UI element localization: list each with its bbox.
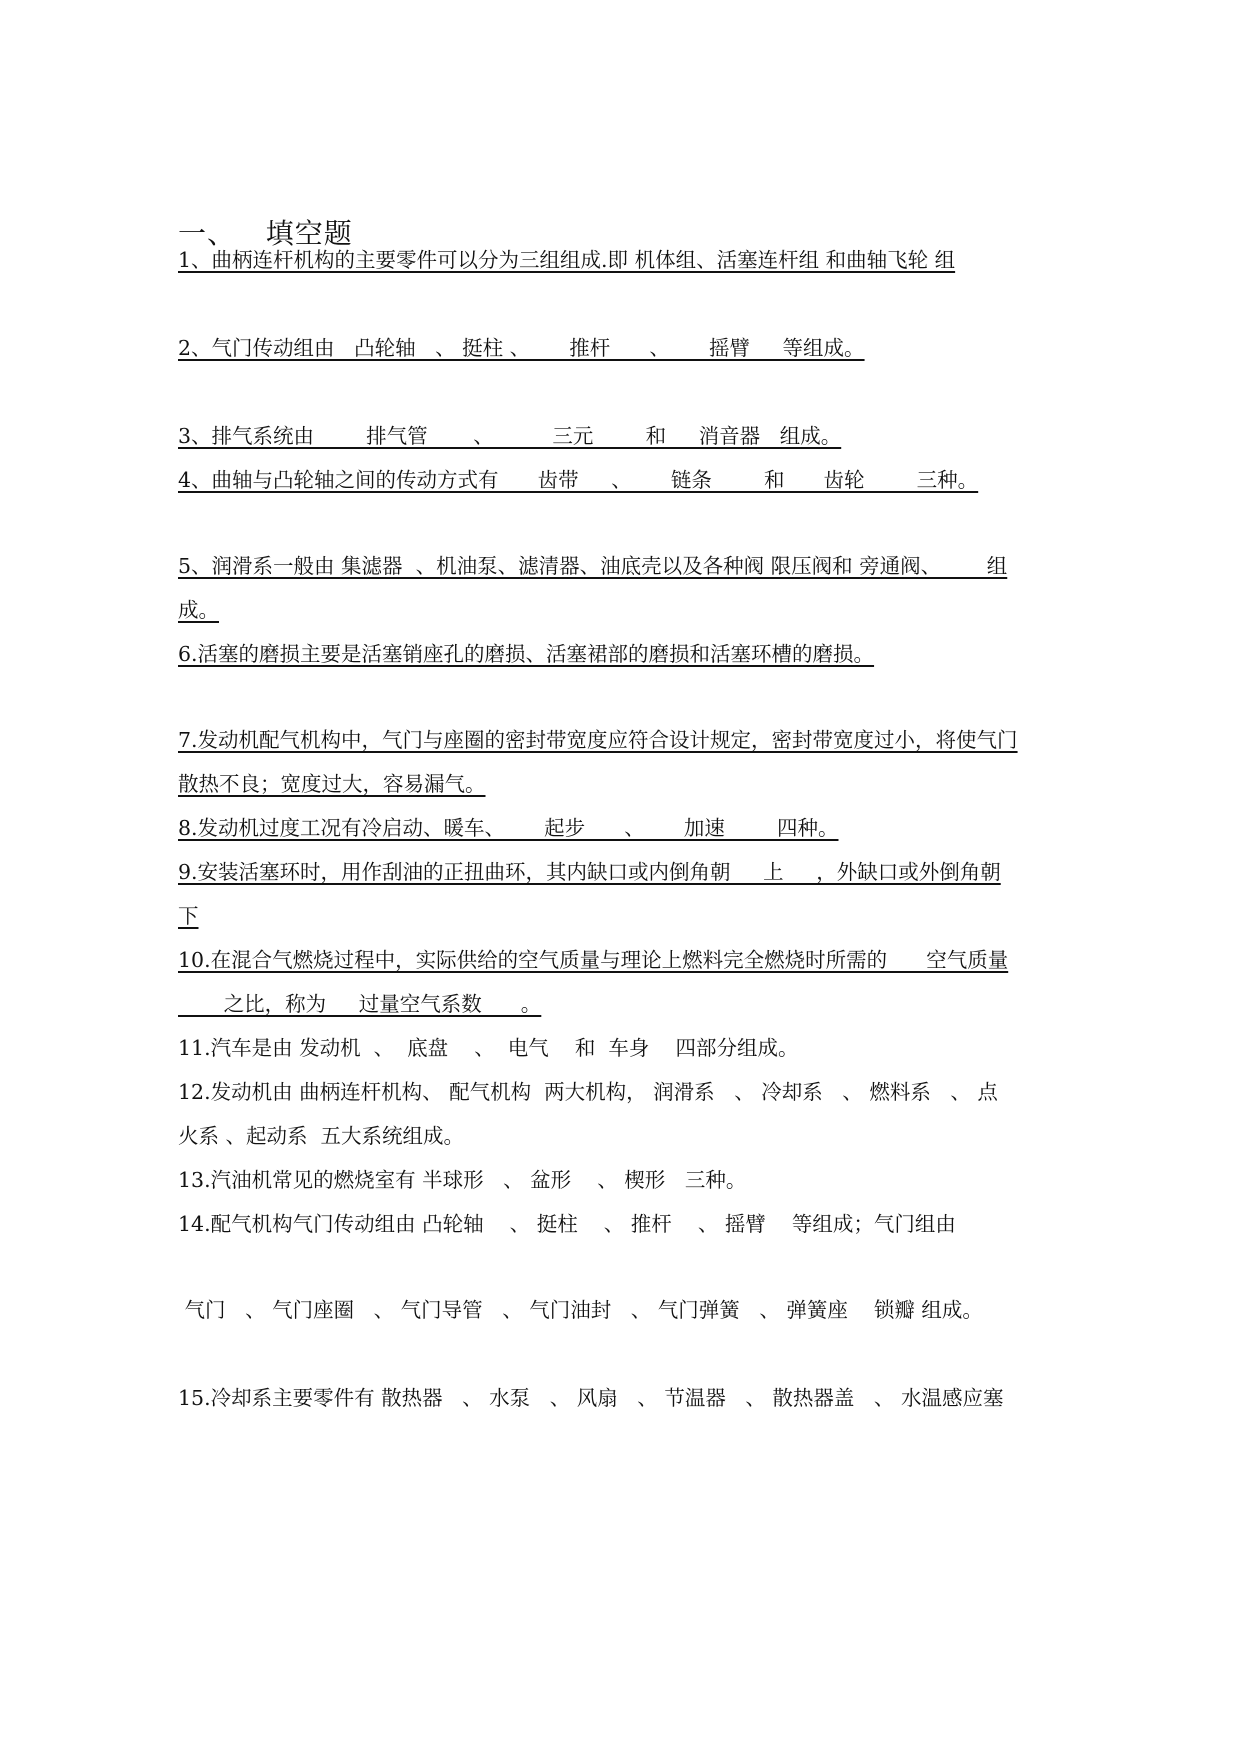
- question-9-line-1: 9.安装活塞环时，用作刮油的正扭曲环，其内缺口或内倒角朝 上 ，外缺口或外倒角朝: [178, 860, 1001, 884]
- question-14-line-2: 气门 、 气门座圈 、 气门导管 、 气门油封 、 气门弹簧 、 弹簧座 锁瓣 组成。: [178, 1298, 983, 1322]
- question-5-line-1: 5、润滑系一般由 集滤器 、机油泵、滤清器、油底壳以及各种阀 限压阀和 旁通阀、 组: [178, 554, 1008, 578]
- question-10-line-1: 10.在混合气燃烧过程中，实际供给的空气质量与理论上燃料完全燃烧时所需的 空气质量: [178, 948, 1009, 972]
- question-12-line-2: 火系 、起动系 五大系统组成。: [178, 1124, 465, 1148]
- question-6: 6.活塞的磨损主要是活塞销座孔的磨损、活塞裙部的磨损和活塞环槽的磨损。: [178, 642, 875, 666]
- question-12-line-1: 12.发动机由 曲柄连杆机构、 配气机构 两大机构， 润滑系 、 冷却系 、 燃料系 、 点: [178, 1080, 998, 1104]
- question-7-line-1: 7.发动机配气机构中，气门与座圈的密封带宽度应符合设计规定，密封带宽度过小，将使气门: [178, 728, 1018, 752]
- question-3: 3、排气系统由 排气管 、 三元 和 消音器 组成。: [178, 424, 842, 448]
- question-8: 8.发动机过度工况有冷启动、暖车、 起步 、 加速 四种。: [178, 816, 839, 840]
- question-15: 15.冷却系主要零件有 散热器 、 水泵 、 风扇 、 节温器 、 散热器盖 、 水温感应塞: [178, 1386, 1004, 1410]
- question-13: 13.汽油机常见的燃烧室有 半球形 、 盆形 、 楔形 三种。: [178, 1168, 747, 1192]
- question-11: 11.汽车是由 发动机 、 底盘 、 电气 和 车身 四部分组成。: [178, 1036, 799, 1060]
- question-1: 1、曲柄连杆机构的主要零件可以分为三组组成.即 机体组、活塞连杆组 和曲轴飞轮 组: [178, 248, 956, 272]
- question-14-line-1: 14.配气机构气门传动组由 凸轮轴 、 挺柱 、 推杆 、 摇臂 等组成；气门组由: [178, 1212, 956, 1236]
- question-9-line-2: 下: [178, 904, 199, 928]
- question-4: 4、曲轴与凸轮轴之间的传动方式有 齿带 、 链条 和 齿轮 三种。: [178, 468, 979, 492]
- section-heading: 一、 填空题: [178, 217, 353, 250]
- question-7-line-2: 散热不良；宽度过大，容易漏气。: [178, 772, 486, 796]
- question-2: 2、气门传动组由 凸轮轴 、 挺柱 、 推杆 、 摇臂 等组成。: [178, 336, 865, 360]
- question-10-line-2: 之比，称为 过量空气系数 。: [178, 992, 542, 1016]
- question-5-line-2: 成。: [178, 598, 219, 622]
